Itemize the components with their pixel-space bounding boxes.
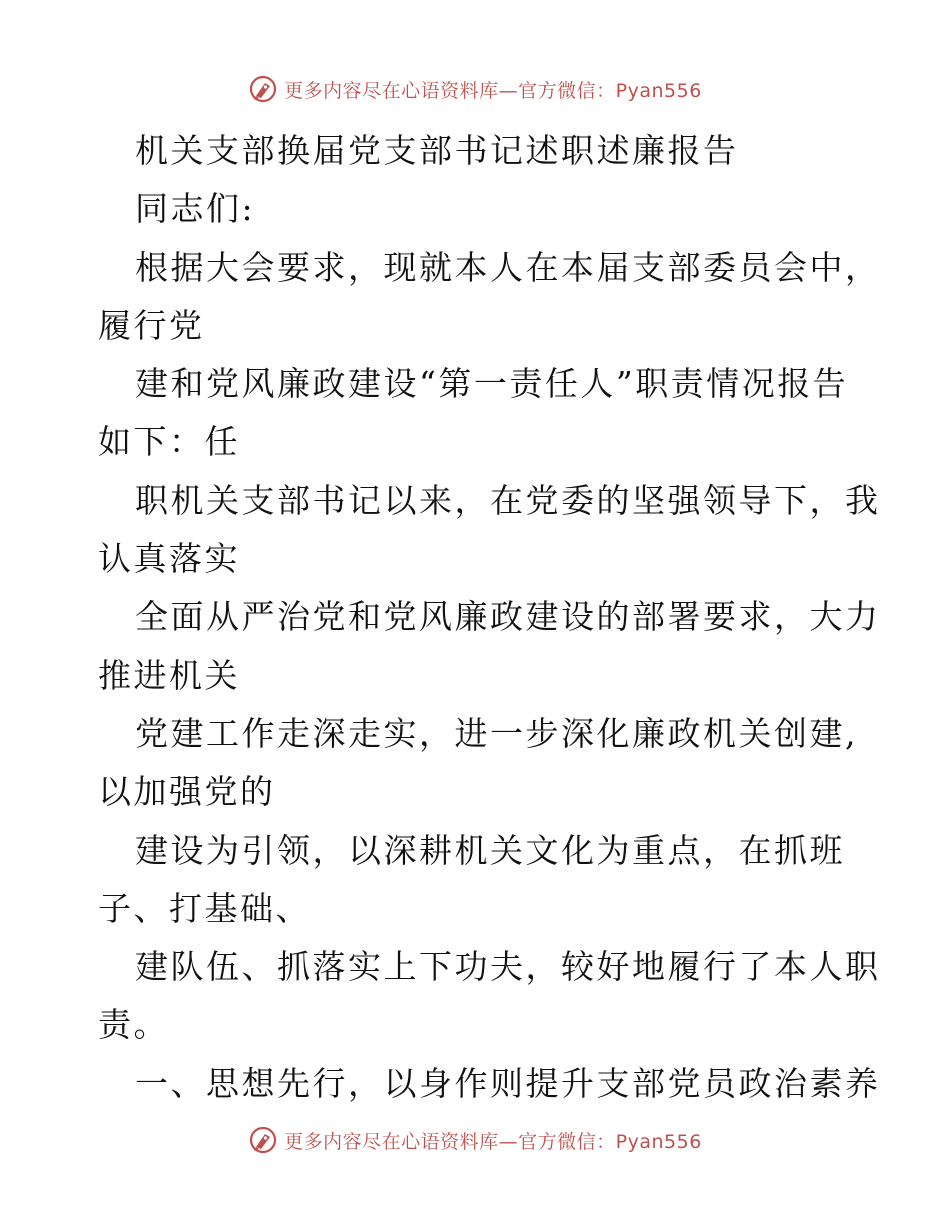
text-line: 子、打基础、 — [98, 888, 311, 928]
text-line: 建队伍、抓落实上下功夫，较好地履行了本人职 — [135, 947, 881, 987]
text-line: 同志们: — [135, 189, 256, 229]
pen-nib-logo-icon — [248, 1125, 278, 1155]
text-line: 职机关支部书记以来，在党委的坚强领导下，我 — [135, 480, 881, 520]
text-line: 建和党风廉政建设“第一责任人”职责情况报告 — [135, 364, 849, 404]
text-line: 认真落实 — [98, 539, 240, 579]
watermark-text: 更多内容尽在心语资料库—官方微信：Pyan556 — [284, 79, 702, 102]
pen-nib-logo-icon — [248, 74, 278, 104]
text-line: 如下：任 — [98, 422, 240, 462]
text-line: 一、思想先行，以身作则提升支部党员政治素养 — [135, 1063, 881, 1103]
text-line: 以加强党的 — [98, 772, 276, 812]
watermark-text: 更多内容尽在心语资料库—官方微信：Pyan556 — [284, 1130, 702, 1153]
text-line: 全面从严治党和党风廉政建设的部署要求，大力 — [135, 597, 881, 637]
text-line: 履行党 — [98, 305, 205, 345]
watermark-footer — [0, 1123, 950, 1157]
text-line: 根据大会要求，现就本人在本届支部委员会中， — [135, 247, 881, 287]
watermark-header — [0, 72, 950, 106]
document-body — [98, 122, 881, 1113]
text-line: 机关支部换届党支部书记述职述廉报告 — [135, 131, 739, 170]
text-line: 建设为引领，以深耕机关文化为重点，在抓班 — [135, 830, 845, 870]
text-line: 责。 — [98, 1005, 169, 1045]
text-line: 党建工作走深走实，进一步深化廉政机关创建, — [135, 713, 858, 753]
text-line: 推进机关 — [98, 655, 240, 695]
